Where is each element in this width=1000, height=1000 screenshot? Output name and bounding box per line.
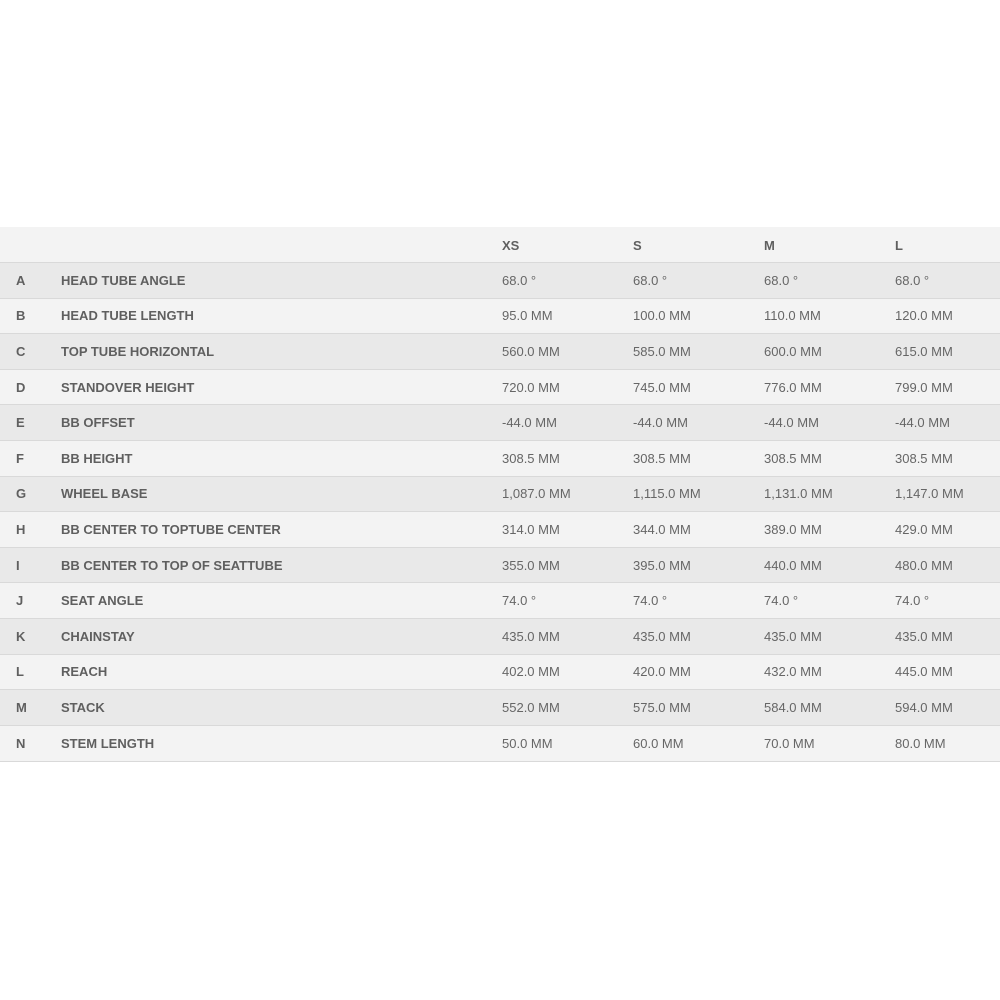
value-m: 74.0 ° <box>764 593 799 609</box>
row-label: HEAD TUBE ANGLE <box>61 272 186 288</box>
row-key: F <box>16 450 24 466</box>
value-l: 120.0 MM <box>895 308 953 324</box>
value-l: 429.0 MM <box>895 521 953 537</box>
value-xs: 74.0 ° <box>502 593 537 609</box>
value-xs: 68.0 ° <box>502 272 537 288</box>
table-row <box>0 654 1000 690</box>
value-l: 74.0 ° <box>895 593 930 609</box>
row-key: A <box>16 272 26 288</box>
value-l: 594.0 MM <box>895 699 953 715</box>
row-key: L <box>16 664 24 680</box>
value-s: 435.0 MM <box>633 628 691 644</box>
value-s: 395.0 MM <box>633 557 691 573</box>
row-key: I <box>16 557 20 573</box>
value-s: 420.0 MM <box>633 664 691 680</box>
table-row <box>0 618 1000 654</box>
value-l: -44.0 MM <box>895 415 950 431</box>
value-xs: 402.0 MM <box>502 664 560 680</box>
table-row <box>0 725 1000 762</box>
row-label: STANDOVER HEIGHT <box>61 379 195 395</box>
table-row <box>0 333 1000 369</box>
row-key: G <box>16 486 27 502</box>
table-row <box>0 404 1000 440</box>
row-key: K <box>16 628 26 644</box>
table-header-row <box>0 227 1000 262</box>
value-s: 74.0 ° <box>633 593 668 609</box>
value-m: 68.0 ° <box>764 272 799 288</box>
row-label: BB CENTER TO TOPTUBE CENTER <box>61 521 281 537</box>
value-xs: 560.0 MM <box>502 343 560 359</box>
geometry-table <box>0 227 1000 762</box>
row-key: M <box>16 699 27 715</box>
value-m: 584.0 MM <box>764 699 822 715</box>
row-label: STEM LENGTH <box>61 735 155 751</box>
value-l: 799.0 MM <box>895 379 953 395</box>
value-s: -44.0 MM <box>633 415 688 431</box>
row-key: H <box>16 521 26 537</box>
row-key: B <box>16 308 26 324</box>
table-row <box>0 689 1000 725</box>
value-s: 100.0 MM <box>633 308 691 324</box>
row-label: REACH <box>61 664 108 680</box>
row-label: HEAD TUBE LENGTH <box>61 308 194 324</box>
value-m: 110.0 MM <box>764 308 821 324</box>
header-size-s: S <box>633 238 642 253</box>
value-xs: 314.0 MM <box>502 521 560 537</box>
value-s: 1,115.0 MM <box>633 486 701 502</box>
value-l: 1,147.0 MM <box>895 486 964 502</box>
value-xs: 50.0 MM <box>502 735 553 751</box>
value-m: 600.0 MM <box>764 343 822 359</box>
row-key: E <box>16 415 25 431</box>
row-label: TOP TUBE HORIZONTAL <box>61 343 215 359</box>
header-size-m: M <box>764 238 775 253</box>
value-s: 344.0 MM <box>633 521 691 537</box>
row-key: J <box>16 593 24 609</box>
row-label: BB CENTER TO TOP OF SEATTUBE <box>61 557 283 573</box>
row-key: N <box>16 735 26 751</box>
value-xs: 308.5 MM <box>502 450 560 466</box>
value-s: 575.0 MM <box>633 699 691 715</box>
value-l: 308.5 MM <box>895 450 953 466</box>
value-xs: 95.0 MM <box>502 308 553 324</box>
value-m: 308.5 MM <box>764 450 822 466</box>
value-l: 615.0 MM <box>895 343 953 359</box>
row-label: CHAINSTAY <box>61 628 135 644</box>
value-m: 440.0 MM <box>764 557 822 573</box>
table-row <box>0 476 1000 512</box>
table-row <box>0 511 1000 547</box>
value-xs: 720.0 MM <box>502 379 560 395</box>
row-label: BB OFFSET <box>61 415 135 431</box>
table-row <box>0 582 1000 618</box>
row-key: C <box>16 343 26 359</box>
value-m: 776.0 MM <box>764 379 822 395</box>
value-m: 70.0 MM <box>764 735 815 751</box>
value-m: -44.0 MM <box>764 415 819 431</box>
table-row <box>0 369 1000 405</box>
row-label: BB HEIGHT <box>61 450 133 466</box>
table-row <box>0 440 1000 476</box>
value-s: 60.0 MM <box>633 735 684 751</box>
table-row <box>0 547 1000 583</box>
value-m: 1,131.0 MM <box>764 486 833 502</box>
row-label: SEAT ANGLE <box>61 593 144 609</box>
value-l: 435.0 MM <box>895 628 953 644</box>
value-xs: 435.0 MM <box>502 628 560 644</box>
value-s: 308.5 MM <box>633 450 691 466</box>
value-xs: 552.0 MM <box>502 699 560 715</box>
table-row <box>0 262 1000 298</box>
value-m: 389.0 MM <box>764 521 822 537</box>
header-size-l: L <box>895 238 903 253</box>
table-row <box>0 298 1000 334</box>
value-l: 80.0 MM <box>895 735 946 751</box>
row-key: D <box>16 379 26 395</box>
value-m: 435.0 MM <box>764 628 822 644</box>
value-l: 445.0 MM <box>895 664 953 680</box>
value-l: 68.0 ° <box>895 272 930 288</box>
value-xs: 1,087.0 MM <box>502 486 571 502</box>
value-xs: -44.0 MM <box>502 415 557 431</box>
value-s: 745.0 MM <box>633 379 691 395</box>
row-label: STACK <box>61 699 105 715</box>
row-label: WHEEL BASE <box>61 486 148 502</box>
value-s: 585.0 MM <box>633 343 691 359</box>
value-xs: 355.0 MM <box>502 557 560 573</box>
header-size-xs: XS <box>502 238 520 253</box>
value-s: 68.0 ° <box>633 272 668 288</box>
value-m: 432.0 MM <box>764 664 822 680</box>
value-l: 480.0 MM <box>895 557 953 573</box>
